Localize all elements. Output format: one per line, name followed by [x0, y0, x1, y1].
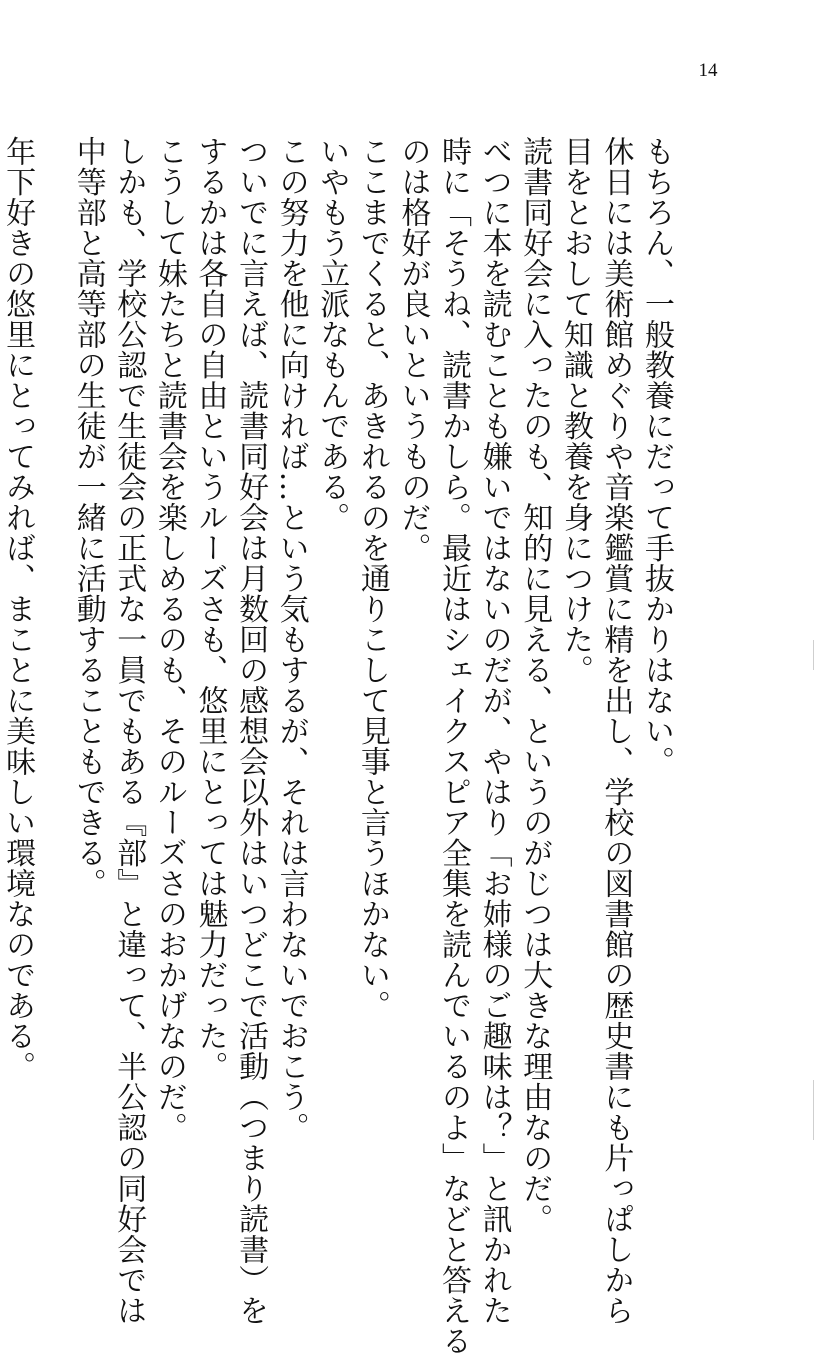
text-line: 休日には美術館めぐりや音楽鑑賞に精を出し、学校の図書館の歴史書にも片っぱしから — [598, 136, 634, 1326]
text-line: しかも、学校公認で生徒会の正式な一員でもある『部』と違って、半公認の同好会では — [111, 136, 147, 1326]
text-line: べつに本を読むことも嫌いではないのだが、やはり「お姉様のご趣味は？」と訊かれた — [476, 136, 512, 1326]
text-line: もちろん、一般教養にだって手抜かりはない。 — [639, 136, 674, 777]
text-line: するかは各自の自由というルーズさも、悠里にとっては魅力だった。 — [192, 136, 228, 1082]
text-line: こうして妹たちと読書会を楽しめるのも、そのルーズさのおかげなのだ。 — [151, 136, 187, 1143]
text-line: 時に「そうね、読書かしら。最近はシェイクスピア全集を読んでいるのよ」などと答える — [436, 136, 472, 1356]
text-line: 目をとおして知識と教養を身につけた。 — [557, 136, 593, 685]
text-line: この努力を他に向ければ…という気もするが、それは言わないでおこう。 — [273, 136, 309, 1143]
scan-edge-mark — [813, 1080, 814, 1140]
text-line: いやもう立派なもんである。 — [314, 136, 350, 533]
text-line: ここまでくると、あきれるのを通りこして見事と言うほかない。 — [354, 136, 390, 1021]
text-line: のは格好が良いというものだ。 — [395, 136, 431, 563]
text-line: 年下好きの悠里にとってみれば、まことに美味しい環境なのである。 — [0, 136, 36, 1082]
scan-edge-mark — [813, 640, 814, 670]
vertical-text-body — [0, 136, 706, 1356]
text-line: 中等部と高等部の生徒が一緒に活動することもできる。 — [70, 136, 106, 899]
text-line: ついでに言えば、読書同好会は月数回の感想会以外はいつどこで活動（つまり読書）を — [233, 136, 269, 1326]
page-number: 14 — [698, 60, 718, 81]
text-line: 読書同好会に入ったのも、知的に見える、というのがじつは大きな理由なのだ。 — [517, 136, 553, 1234]
